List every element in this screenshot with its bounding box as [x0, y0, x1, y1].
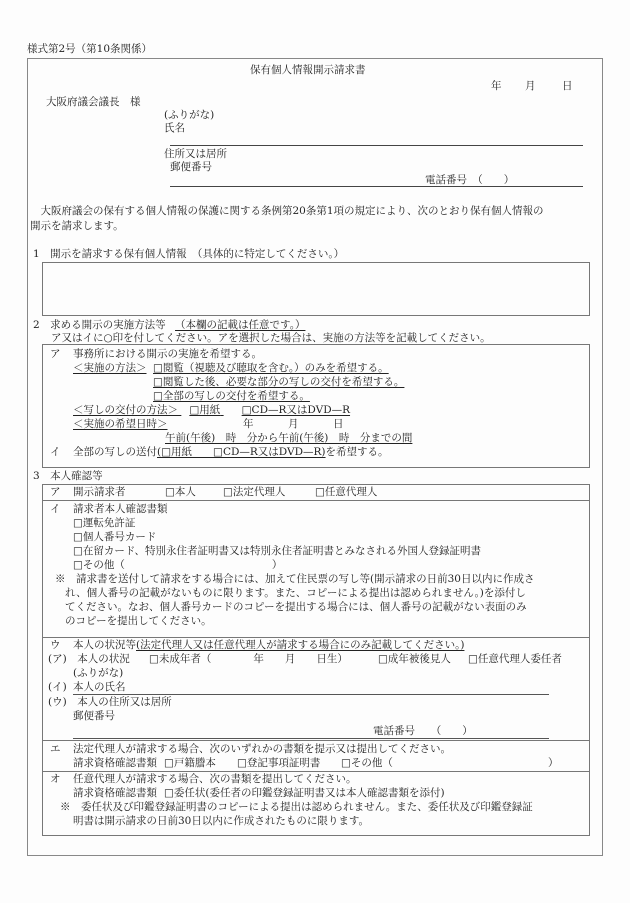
principal-option-adult-ward[interactable]: □成年被後見人 — [378, 653, 451, 665]
principal-address-label: (ウ) 本人の住所又は居所 — [48, 696, 172, 708]
copy-option-paper[interactable]: □用紙 — [189, 404, 221, 416]
time-range[interactable]: 午前(午後) 時 分から午前(午後) 時 分までの間 — [165, 432, 413, 444]
option-b-suffix: を希望する。 — [325, 446, 389, 458]
applicant-name-label: 氏名 — [164, 122, 185, 134]
option-b-text: 全部の写しの送付 — [73, 446, 157, 458]
intro-line-1: 大阪府議会の保有する個人情報の保護に関する条例第20条第1項の規定により、次のとおり保有個人情報の — [30, 205, 544, 217]
principal-status-note: (法定代理人又は任意代理人が請求する場合にのみ記載してください。) — [136, 639, 465, 651]
section3-b-label: イ — [50, 503, 61, 515]
section3-d-label: エ — [50, 743, 61, 755]
legal-rep-doc-label: 請求資格確認書類 — [73, 757, 157, 769]
section3-c-label: ウ — [50, 639, 61, 651]
id-docs-note-2: れ、個人番号の記載がないものに限ります。また、コピーによる提出は認められません。)を添付し — [65, 587, 526, 599]
section3-divider-a — [43, 500, 589, 501]
id-docs-note-4: のコピーを提出してください。 — [65, 615, 212, 627]
requester-type-label: 開示請求者 — [73, 486, 126, 498]
section3-a-label: ア — [50, 486, 61, 498]
principal-option-minor[interactable]: □未成年者（ 年 月 日生） — [149, 653, 348, 665]
principal-address-underline — [73, 738, 549, 739]
method-option-view-then-copy[interactable]: □閲覧した後、必要な部分の写しの交付を希望する。 — [153, 376, 405, 388]
method-option-view-only[interactable]: □閲覧（視聴及び聴取を含む。）のみを希望する。 — [153, 362, 389, 374]
applicant-address-underline — [170, 186, 583, 187]
principal-address-field[interactable] — [163, 696, 549, 724]
principal-name-underline — [73, 694, 549, 695]
section3-divider-c — [43, 740, 589, 741]
method-label: ＜実施の方法＞ — [73, 362, 147, 374]
applicant-furigana-label: (ふりがな) — [164, 109, 215, 121]
section2-heading-text: 2 求める開示の実施方法等 — [33, 319, 166, 331]
principal-postal-label: 郵便番号 — [73, 710, 115, 722]
form-title: 保有個人情報開示請求書 — [250, 64, 366, 76]
voluntary-rep-note-1: ※ 委任状及び印鑑登録証明書のコピーによる提出は認められません。また、委任状及び印鑑登録証 — [60, 801, 533, 813]
copy-method-label — [73, 404, 350, 417]
section3-divider-d — [43, 771, 589, 772]
date-day-label: 日 — [562, 80, 573, 92]
date-wish-year[interactable]: 年 — [243, 418, 254, 430]
section2-option-b-label[interactable]: イ — [50, 446, 61, 458]
date-wish-month[interactable]: 月 — [288, 418, 299, 430]
section2-box — [42, 344, 590, 468]
applicant-name-underline — [170, 145, 583, 146]
voluntary-rep-instruction: 任意代理人が請求する場合、次の書類を提出してください。 — [73, 773, 357, 785]
principal-name-index: (イ) — [48, 681, 67, 693]
section2-option-a-label[interactable]: ア — [50, 348, 61, 360]
applicant-address-label: 住所又は居所 — [164, 148, 227, 160]
section1-heading: 1 開示を請求する保有個人情報 （具体的に特定してください。） — [33, 248, 345, 260]
id-doc-other[interactable]: □その他（ ） — [73, 559, 283, 571]
section1-info-field[interactable] — [42, 262, 590, 316]
principal-status-heading — [73, 639, 464, 652]
section3-e-label: オ — [50, 773, 61, 785]
principal-name-label: 本人の氏名 — [73, 681, 126, 693]
section3-box — [42, 484, 590, 836]
option-b-choices[interactable]: (□用紙 □CD—R又はDVD—R) — [157, 446, 326, 458]
voluntary-rep-option-power-of-attorney[interactable]: □委任状(委任者の印鑑登録証明書又は本人確認書類を添付) — [164, 787, 445, 799]
section2-heading-note: （本欄の記載は任意です。） — [175, 319, 306, 331]
legal-rep-other-close: ） — [548, 757, 559, 769]
id-doc-residence-card[interactable]: □在留カード、特別永住者証明書又は特別永住者証明書とみなされる外国人登録証明書 — [73, 545, 481, 557]
date-wish-label: ＜実施の希望日時＞ — [73, 418, 168, 430]
id-docs-note-1: ※ 請求書を送付して請求をする場合には、加えて住民票の写し等(開示請求の日前30日以内に作成さ — [55, 573, 535, 585]
section2-heading — [33, 319, 305, 332]
legal-rep-option-registry-cert[interactable]: □登記事項証明書 — [237, 757, 321, 769]
voluntary-rep-doc-label: 請求資格確認書類 — [73, 787, 157, 799]
applicant-name-field[interactable] — [200, 108, 582, 143]
applicant-phone-label: 電話番号 （ ） — [425, 174, 515, 186]
legal-rep-instruction: 法定代理人が請求する場合、次のいずれかの書類を提示又は提出してください。 — [73, 743, 451, 755]
applicant-postal-label: 郵便番号 — [170, 161, 212, 173]
section3-heading: 3 本人確認等 — [33, 470, 103, 482]
principal-phone-field[interactable] — [428, 725, 488, 738]
form-number: 様式第2号（第10条関係） — [27, 43, 153, 55]
requester-option-self[interactable]: □本人 — [165, 486, 196, 498]
date-year-label: 年 — [491, 80, 502, 92]
id-doc-my-number-card[interactable]: □個人番号カード — [73, 531, 157, 543]
principal-name-field[interactable] — [123, 666, 548, 694]
voluntary-rep-note-2: 明書は開示請求の日前30日以内に作成されたものに限ります。 — [73, 815, 370, 827]
requester-option-voluntary-rep[interactable]: □任意代理人 — [315, 486, 378, 498]
id-docs-note-3: てください。なお、個人番号カードのコピーを提出する場合には、個人番号の記載がない表面のみ — [65, 601, 527, 613]
legal-rep-option-other[interactable]: □その他（ — [341, 757, 393, 769]
section2-option-a-text: 事務所における開示の実施を希望する。 — [73, 348, 262, 360]
section2-option-b-row — [73, 446, 389, 459]
section2-instruction: ア又はイに○印を付してください。アを選択した場合は、実施の方法等を記載してください。 — [51, 332, 491, 344]
principal-status-text: 本人の状況等 — [73, 639, 136, 651]
applicant-address-field[interactable] — [230, 147, 582, 173]
section3-divider-b — [43, 637, 589, 638]
id-doc-drivers-license[interactable]: □運転免許証 — [73, 517, 136, 529]
intro-line-2: 開示を請求します。 — [30, 220, 124, 232]
id-docs-label: 請求者本人確認書類 — [73, 503, 168, 515]
legal-rep-option-family-register[interactable]: □戸籍謄本 — [164, 757, 216, 769]
principal-phone-label: 電話番号 （ ） — [373, 725, 473, 737]
principal-condition-label: (ア) 本人の状況 — [48, 653, 130, 665]
applicant-phone-field[interactable] — [480, 173, 540, 186]
method-option-full-copy[interactable]: □全部の写しの交付を希望する。 — [153, 390, 310, 402]
requester-option-legal-rep[interactable]: □法定代理人 — [223, 486, 286, 498]
copy-method-label-text: ＜写しの交付の方法＞ — [73, 404, 178, 416]
date-wish-day[interactable]: 日 — [333, 418, 344, 430]
principal-option-delegator[interactable]: □任意代理人委任者 — [468, 653, 562, 665]
date-month-label: 月 — [525, 80, 536, 92]
copy-option-cd-dvd[interactable]: □CD—R又はDVD—R — [241, 404, 351, 416]
principal-furigana-label: (ふりがな) — [73, 667, 124, 679]
addressee: 大阪府議会議長 様 — [46, 96, 141, 108]
